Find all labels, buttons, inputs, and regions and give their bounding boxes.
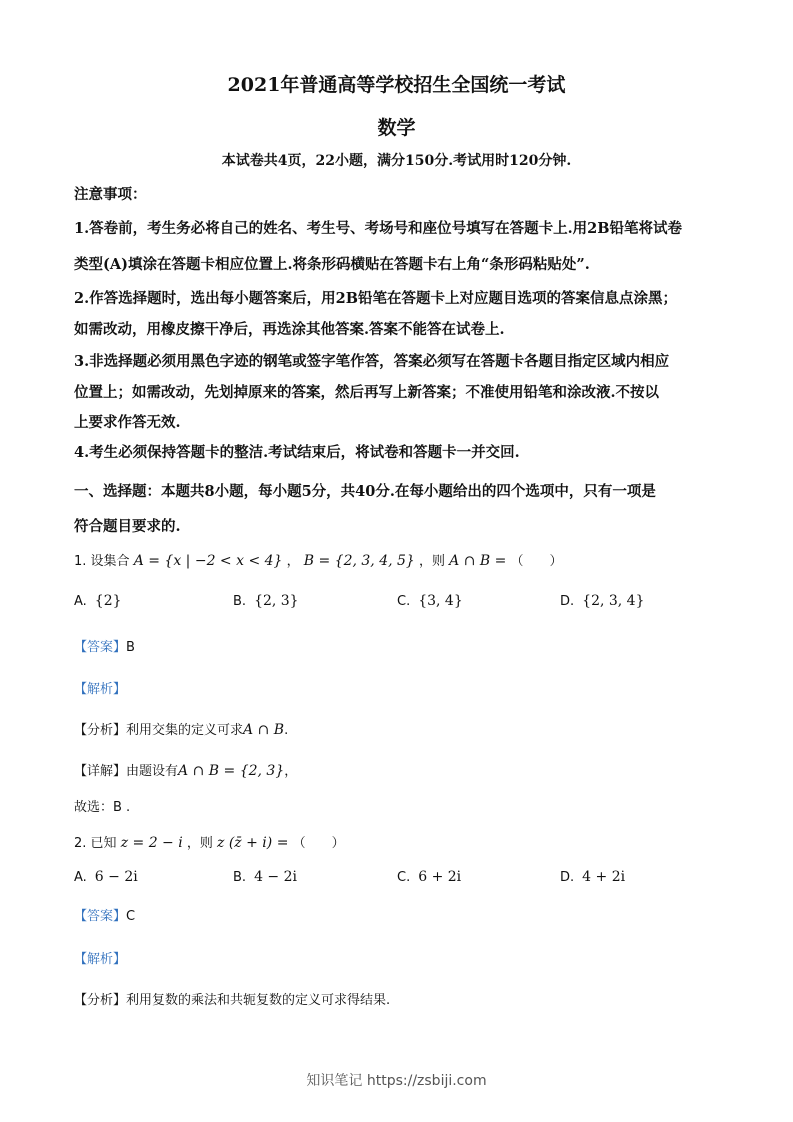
question-2-ask: ，则 [186, 836, 213, 851]
notice-line: 上要求作答无效. [74, 414, 181, 431]
answer-value: B [126, 640, 135, 655]
fenxi-expression: A ∩ B [243, 722, 285, 738]
subject-title: 数学 [377, 117, 416, 139]
option-label: B. [233, 870, 247, 885]
question-1-option-a [74, 593, 122, 609]
notice-line: 如需改动，用橡皮擦干净后，再选涂其他答案.答案不能答在试卷上. [74, 321, 505, 338]
notice-line: 4.考生必须保持答题卡的整洁.考试结束后，将试卷和答题卡一并交回. [74, 444, 520, 461]
xiangjie-expression: A ∩ B = {2, 3} [178, 763, 285, 779]
given-expression: z = 2 − i [120, 835, 183, 851]
question-2-stem [74, 832, 345, 851]
question-1-jiexi [74, 678, 126, 697]
notice-line: 1.答卷前，考生务必将自己的姓名、考生号、考场号和座位号填写在答题卡上.用2B铅笔将试卷 [74, 220, 683, 237]
question-2-jiexi [74, 948, 126, 967]
option-label: A. [74, 870, 87, 885]
question-1-option-c [397, 593, 463, 609]
option-value: 6 − 2i [94, 869, 138, 885]
exam-info: 本试卷共4页，22小题，满分150分.考试用时120分钟. [221, 153, 572, 169]
option-value: {2, 3} [254, 593, 299, 609]
set-a-expression: A = {x | −2 < x < 4} [133, 553, 283, 569]
notice-line: 类型(A)填涂在答题卡相应位置上.将条形码横贴在答题卡右上角“条形码粘贴处”. [74, 256, 590, 273]
option-label: D. [560, 870, 575, 885]
answer-blank: （ ） [510, 554, 563, 569]
question-1-ask: ，则 [418, 554, 445, 569]
question-1-xiangjie [74, 760, 297, 779]
option-value: {3, 4} [418, 593, 463, 609]
question-2-answer [74, 905, 135, 924]
question-1-option-d [560, 593, 645, 609]
answer-tag: 【答案】 [74, 909, 127, 924]
section-heading-line: 一、选择题：本题共8小题，每小题5分，共40分.在每小题给出的四个选项中，只有一项是 [74, 483, 656, 500]
section-heading-line: 符合题目要求的. [74, 518, 181, 535]
answer-tag: 【答案】 [74, 640, 127, 655]
option-value: 4 + 2i [582, 869, 626, 885]
question-2-option-d [560, 869, 625, 885]
question-1-answer [74, 636, 135, 655]
question-1-fenxi [74, 719, 288, 738]
option-label: C. [397, 594, 411, 609]
option-value: {2, 3, 4} [582, 593, 645, 609]
option-label: B. [233, 594, 247, 609]
set-b-expression: B = {2, 3, 4, 5} [303, 553, 415, 569]
fenxi-tag: 【分析】 [74, 993, 127, 1008]
option-label: A. [74, 594, 87, 609]
question-1-prefix: 1. 设集合 [74, 554, 130, 569]
answer-blank: （ ） [292, 836, 345, 851]
xiangjie-text: 由题设有 [126, 764, 179, 779]
jiexi-tag: 【解析】 [74, 952, 127, 967]
xiangjie-tag: 【详解】 [74, 764, 127, 779]
intersection-expression: A ∩ B = [449, 553, 507, 569]
fenxi-end: . [284, 723, 289, 738]
separator: ， [286, 554, 300, 569]
question-2-fenxi [74, 989, 390, 1008]
question-2-prefix: 2. 已知 [74, 836, 117, 851]
notice-heading: 注意事项： [74, 186, 147, 203]
question-2-option-b [233, 869, 297, 885]
option-value: 6 + 2i [418, 869, 462, 885]
option-value: 4 − 2i [254, 869, 297, 885]
xiangjie-end: ， [284, 764, 298, 779]
jiexi-tag: 【解析】 [74, 682, 127, 697]
target-expression: z (z̄ + i) = [217, 835, 289, 851]
question-1-stem [74, 550, 563, 569]
question-2-option-a [74, 869, 138, 885]
notice-line: 2.作答选择题时，选出每小题答案后，用2B铅笔在答题卡上对应题目选项的答案信息点涂黑； [74, 290, 677, 307]
answer-value: C [126, 909, 136, 924]
fenxi-text: 利用交集的定义可求 [126, 723, 244, 738]
question-1-conclusion: 故选：B . [74, 800, 131, 815]
document-title: 2021年普通高等学校招生全国统一考试 [227, 74, 566, 96]
question-2-option-c [397, 869, 461, 885]
fenxi-text: 利用复数的乘法和共轭复数的定义可求得结果. [126, 993, 391, 1008]
option-label: D. [560, 594, 575, 609]
notice-line: 位置上；如需改动，先划掉原来的答案，然后再写上新答案；不准使用铅笔和涂改液.不按以 [74, 384, 660, 401]
option-value: {2} [94, 593, 122, 609]
fenxi-tag: 【分析】 [74, 723, 127, 738]
notice-line: 3.非选择题必须用黑色字迹的钢笔或签字笔作答，答案必须写在答题卡各题目指定区域内相应 [74, 353, 670, 370]
footer-watermark: 知识笔记 https://zsbiji.com [306, 1073, 487, 1089]
question-1-option-b [233, 593, 299, 609]
option-label: C. [397, 870, 411, 885]
